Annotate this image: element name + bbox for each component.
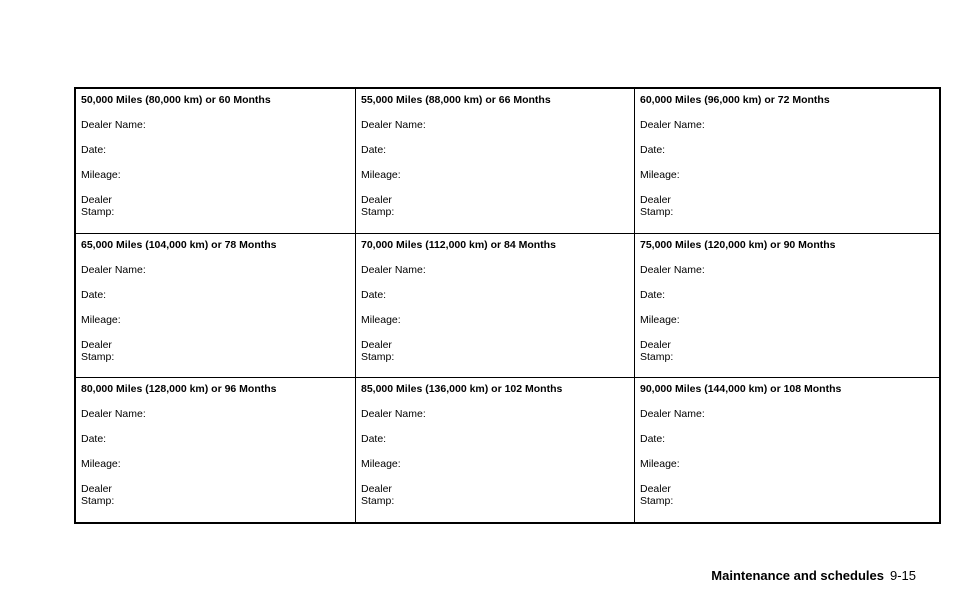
- dealer-stamp-label: [640, 339, 934, 363]
- stamp-label: Stamp:: [81, 351, 115, 363]
- dealer-label: Dealer: [81, 483, 112, 495]
- dealer-label: Dealer: [361, 339, 392, 351]
- stamp-label: Stamp:: [361, 351, 395, 363]
- dealer-name-label: Dealer Name:: [361, 408, 426, 420]
- stamp-label: Stamp:: [361, 206, 395, 218]
- mileage-label: Mileage:: [81, 458, 121, 470]
- date-label: Date:: [640, 289, 666, 301]
- dealer-stamp-label: [640, 194, 934, 218]
- date-label: Date:: [81, 144, 107, 156]
- date-label: Date:: [640, 433, 666, 445]
- dealer-label: Dealer: [640, 194, 671, 206]
- dealer-stamp-label: [81, 339, 350, 363]
- dealer-stamp-label: [361, 339, 629, 363]
- dealer-name-label: Dealer Name:: [81, 408, 146, 420]
- record-cell-70000-miles: [356, 234, 635, 378]
- dealer-stamp-label: [361, 483, 629, 507]
- date-label: Date:: [640, 144, 666, 156]
- stamp-label: Stamp:: [361, 495, 395, 507]
- maintenance-record-table: [74, 87, 941, 524]
- dealer-stamp-label: [81, 483, 350, 507]
- dealer-name-label: Dealer Name:: [81, 119, 146, 131]
- record-cell-90000-miles: [635, 378, 939, 522]
- date-label: Date:: [361, 144, 387, 156]
- record-cell-50000-miles: [76, 89, 356, 234]
- record-cell-80000-miles: [76, 378, 356, 522]
- footer-section-title: Maintenance and schedules: [711, 568, 884, 583]
- date-label: Date:: [361, 289, 387, 301]
- record-title: 90,000 Miles (144,000 km) or 108 Months: [640, 383, 842, 395]
- dealer-label: Dealer: [361, 483, 392, 495]
- record-title: 70,000 Miles (112,000 km) or 84 Months: [361, 239, 556, 251]
- record-title: 50,000 Miles (80,000 km) or 60 Months: [81, 94, 271, 106]
- footer-page-number: 9-15: [889, 568, 916, 583]
- page-footer: [711, 568, 916, 583]
- dealer-stamp-label: [361, 194, 629, 218]
- record-cell-75000-miles: [635, 234, 939, 378]
- record-cell-60000-miles: [635, 89, 939, 234]
- record-title: 55,000 Miles (88,000 km) or 66 Months: [361, 94, 551, 106]
- stamp-label: Stamp:: [81, 495, 115, 507]
- mileage-label: Mileage:: [361, 458, 401, 470]
- dealer-name-label: Dealer Name:: [81, 264, 146, 276]
- mileage-label: Mileage:: [361, 169, 401, 181]
- date-label: Date:: [361, 433, 387, 445]
- record-title: 60,000 Miles (96,000 km) or 72 Months: [640, 94, 830, 106]
- record-title: 85,000 Miles (136,000 km) or 102 Months: [361, 383, 563, 395]
- date-label: Date:: [81, 433, 107, 445]
- dealer-name-label: Dealer Name:: [640, 408, 705, 420]
- stamp-label: Stamp:: [81, 206, 115, 218]
- dealer-label: Dealer: [81, 339, 112, 351]
- stamp-label: Stamp:: [640, 206, 674, 218]
- dealer-label: Dealer: [640, 339, 671, 351]
- stamp-label: Stamp:: [640, 495, 674, 507]
- record-cell-85000-miles: [356, 378, 635, 522]
- dealer-label: Dealer: [640, 483, 671, 495]
- mileage-label: Mileage:: [640, 458, 680, 470]
- record-cell-55000-miles: [356, 89, 635, 234]
- record-title: 80,000 Miles (128,000 km) or 96 Months: [81, 383, 277, 395]
- dealer-name-label: Dealer Name:: [640, 119, 705, 131]
- stamp-label: Stamp:: [640, 351, 674, 363]
- record-cell-65000-miles: [76, 234, 356, 378]
- mileage-label: Mileage:: [640, 169, 680, 181]
- date-label: Date:: [81, 289, 107, 301]
- dealer-stamp-label: [640, 483, 934, 507]
- dealer-name-label: Dealer Name:: [361, 119, 426, 131]
- mileage-label: Mileage:: [640, 314, 680, 326]
- record-title: 75,000 Miles (120,000 km) or 90 Months: [640, 239, 836, 251]
- dealer-stamp-label: [81, 194, 350, 218]
- mileage-label: Mileage:: [81, 169, 121, 181]
- dealer-label: Dealer: [361, 194, 392, 206]
- record-title: 65,000 Miles (104,000 km) or 78 Months: [81, 239, 277, 251]
- mileage-label: Mileage:: [361, 314, 401, 326]
- dealer-name-label: Dealer Name:: [640, 264, 705, 276]
- dealer-label: Dealer: [81, 194, 112, 206]
- mileage-label: Mileage:: [81, 314, 121, 326]
- dealer-name-label: Dealer Name:: [361, 264, 426, 276]
